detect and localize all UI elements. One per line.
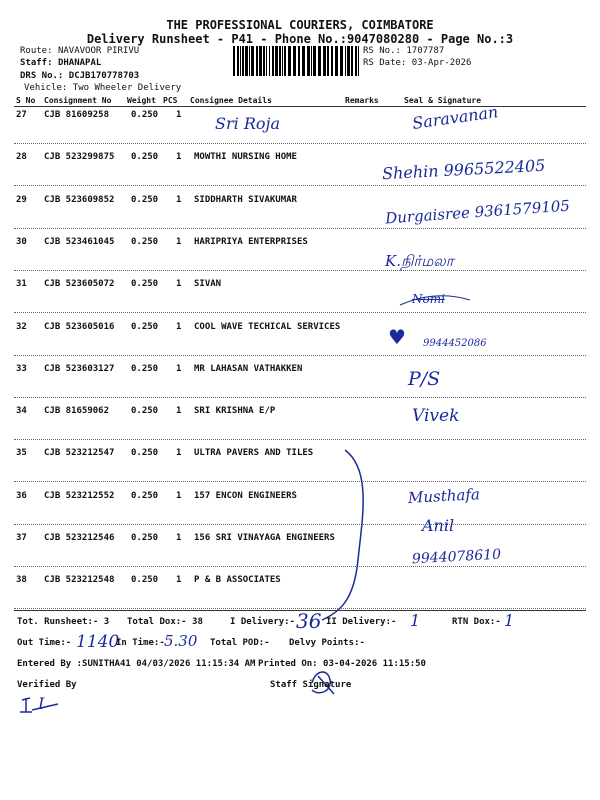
col-weight: Weight xyxy=(127,96,156,105)
handwritten-scribble-32: ♥ xyxy=(388,325,406,349)
cell-sno: 28 xyxy=(16,152,27,163)
cell-weight: 0.250 xyxy=(131,406,159,417)
cell-consignee: P & B ASSOCIATES xyxy=(194,575,281,586)
handwritten-sign-32: 9944452086 xyxy=(423,338,487,349)
handwritten-sign-29: Durgaisree 9361579105 xyxy=(384,196,571,228)
cell-consignee: SIDDHARTH SIVAKUMAR xyxy=(194,194,297,205)
handwritten-verified: I xyxy=(38,694,45,713)
cell-pcs: 1 xyxy=(176,363,182,374)
rs-no-label: RS No.: xyxy=(363,46,401,56)
cell-consignee: MOWTHI NURSING HOME xyxy=(194,152,297,163)
total-pod-label: Total POD:- xyxy=(210,638,270,648)
cell-pcs: 1 xyxy=(176,236,182,247)
cell-consignee: COOL WAVE TECHICAL SERVICES xyxy=(194,321,341,332)
cell-pcs: 1 xyxy=(176,575,182,586)
cell-pcs: 1 xyxy=(176,194,182,205)
cell-pcs: 1 xyxy=(176,321,182,332)
rs-date-value: 03-Apr-2026 xyxy=(411,58,472,68)
total-dox: Total Dox:- 38 xyxy=(127,617,203,627)
handwritten-sign-36: Musthafa xyxy=(407,485,481,507)
cell-consignment: CJB 523605072 xyxy=(44,279,115,290)
in-time-label: In Time:- xyxy=(116,638,165,648)
handwritten-sign-28: Shehin 9965522405 xyxy=(381,155,546,184)
handwritten-sign-33: P/S xyxy=(408,368,441,390)
col-pcs: PCS xyxy=(163,96,178,105)
handwritten-out-time: 1140 xyxy=(76,632,120,652)
cell-weight: 0.250 xyxy=(131,321,159,332)
cell-consignee: 156 SRI VINAYAGA ENGINEERS xyxy=(194,533,335,543)
cell-sno: 33 xyxy=(16,363,27,374)
i-delivery-label: I Delivery:- xyxy=(230,617,296,627)
out-time-label: Out Time:- xyxy=(17,638,72,648)
route-value: NAVAVOOR PIRIVU xyxy=(57,46,140,56)
handwritten-number-37: 9944078610 xyxy=(411,546,502,568)
cell-weight: 0.250 xyxy=(131,490,159,501)
cell-consignment: CJB 523605016 xyxy=(44,321,115,332)
handwritten-sign-30: K.நிர்மலா xyxy=(385,252,454,270)
staff-label: Staff: xyxy=(20,58,53,68)
col-consignee: Consignee Details xyxy=(190,96,272,105)
ii-delivery-label: II Delivery:- xyxy=(326,617,397,627)
verified-by: Verified By xyxy=(17,680,77,690)
tot-runsheet: Tot. Runsheet:- 3 xyxy=(17,617,110,627)
cell-consignee: 157 ENCON ENGINEERS xyxy=(194,490,297,501)
rs-date-label: RS Date: xyxy=(363,58,407,68)
cell-consignment: CJB 81659062 xyxy=(44,406,110,417)
cell-sno: 30 xyxy=(16,236,27,247)
cell-consignment: CJB 81609258 xyxy=(44,110,110,120)
cell-weight: 0.250 xyxy=(131,236,159,247)
cell-weight: 0.250 xyxy=(131,279,159,290)
cell-sno: 29 xyxy=(16,194,27,205)
cell-sno: 32 xyxy=(16,321,27,332)
printed-on: Printed On: 03-04-2026 11:15:50 xyxy=(258,659,426,669)
cell-pcs: 1 xyxy=(176,490,182,501)
cell-weight: 0.250 xyxy=(131,110,159,120)
vehicle-value: Two Wheeler Delivery xyxy=(72,83,182,93)
cell-consignee: SRI KRISHNA E/P xyxy=(194,406,276,417)
handwritten-sign-34: Vivek xyxy=(412,406,460,426)
col-remarks: Remarks xyxy=(345,96,379,105)
cell-consignment: CJB 523461045 xyxy=(44,236,115,247)
cell-pcs: 1 xyxy=(176,533,182,543)
cell-consignment: CJB 523212546 xyxy=(44,533,115,543)
cell-sno: 31 xyxy=(16,279,27,290)
cell-sno: 35 xyxy=(16,448,27,459)
col-consignment: Consignment No xyxy=(44,96,112,105)
cell-weight: 0.250 xyxy=(131,575,159,586)
drs-label: DRS No.: xyxy=(20,71,64,81)
cell-sno: 37 xyxy=(16,533,27,543)
col-signature: Seal & Signature xyxy=(404,96,482,105)
company-title: THE PROFESSIONAL COURIERS, COIMBATORE xyxy=(166,18,434,32)
cell-weight: 0.250 xyxy=(131,363,159,374)
cell-consignment: CJB 523299875 xyxy=(44,152,115,163)
cell-consignee: HARIPRIYA ENTERPRISES xyxy=(194,236,308,247)
handwritten-sign-27: Saravanan xyxy=(411,102,500,133)
runsheet-title: Delivery Runsheet - P41 - Phone No.:9047080280 - Page No.:3 xyxy=(86,32,514,46)
cell-consignment: CJB 523603127 xyxy=(44,363,115,374)
cell-weight: 0.250 xyxy=(131,152,159,163)
bracket-ink-stroke xyxy=(322,450,363,620)
rtn-dox-label: RTN Dox:- xyxy=(452,617,501,627)
cell-consignment: CJB 523212547 xyxy=(44,448,115,459)
handwritten-sign-37: Anil xyxy=(422,516,455,535)
cell-consignee: SIVAN xyxy=(194,279,222,290)
staff-signature-label: Staff Signature xyxy=(270,680,352,690)
cell-consignment: CJB 523212552 xyxy=(44,490,115,501)
cell-consignee: ULTRA PAVERS AND TILES xyxy=(194,448,314,459)
cell-consignment: CJB 523212548 xyxy=(44,575,115,586)
drs-value: DCJB170778703 xyxy=(68,71,140,81)
handwritten-in-time: 5.30 xyxy=(164,632,198,650)
handwritten-delivery: 36 xyxy=(296,609,322,633)
cell-sno: 36 xyxy=(16,490,27,501)
cell-weight: 0.250 xyxy=(131,533,159,543)
cell-weight: 0.250 xyxy=(131,448,159,459)
vehicle-label: Vehicle: xyxy=(24,83,68,93)
cell-weight: 0.250 xyxy=(131,194,159,205)
cell-pcs: 1 xyxy=(176,110,182,120)
staff-value: DHANAPAL xyxy=(57,58,102,68)
cell-pcs: 1 xyxy=(176,152,182,163)
rs-no-value: 1707787 xyxy=(406,46,445,56)
handwritten-undelivery: 1 xyxy=(410,611,421,630)
strike-ink-stroke xyxy=(400,296,470,305)
cell-sno: 27 xyxy=(16,110,27,120)
entered-by: Entered By :SUNITHA41 04/03/2026 11:15:34 AM xyxy=(17,659,256,669)
cell-sno: 34 xyxy=(16,406,27,417)
handwritten-consignee-27: Sri Roja xyxy=(215,114,280,133)
cell-pcs: 1 xyxy=(176,448,182,459)
cell-sno: 38 xyxy=(16,575,27,586)
delvy-points-label: Delvy Points:- xyxy=(289,638,365,648)
cell-consignee: MR LAHASAN VATHAKKEN xyxy=(194,363,303,374)
col-sno: S No xyxy=(16,96,36,105)
cell-consignment: CJB 523609852 xyxy=(44,194,115,205)
route-label: Route: xyxy=(20,46,53,56)
cell-pcs: 1 xyxy=(176,279,182,290)
handwritten-rtn: 1 xyxy=(504,611,515,630)
handwritten-sign-31: Nomi xyxy=(412,292,445,306)
cell-pcs: 1 xyxy=(176,406,182,417)
